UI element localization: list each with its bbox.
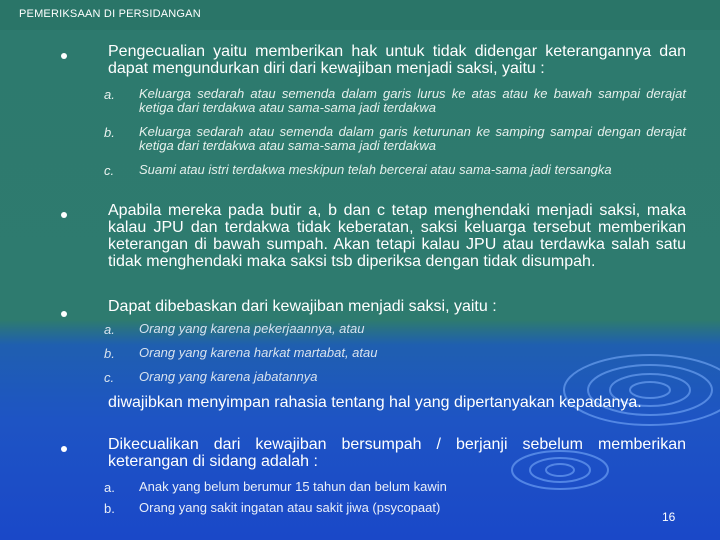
item-1-subitems bbox=[104, 87, 686, 193]
list-item bbox=[104, 501, 686, 522]
list-text: Keluarga sedarah atau semenda dalam garis keturunan ke samping sampai dengan derajat ketiga dari terdakwa atau sama-sama jadi terdakwa bbox=[139, 124, 686, 153]
item-4 bbox=[108, 436, 686, 470]
list-item bbox=[104, 163, 686, 193]
list-letter: a. bbox=[104, 87, 115, 102]
list-letter: b. bbox=[104, 125, 115, 140]
list-text: Suami atau istri terdakwa meskipun telah bercerai atau sama-sama jadi tersangka bbox=[139, 162, 612, 177]
list-letter: a. bbox=[104, 322, 115, 337]
list-letter: c. bbox=[104, 370, 115, 385]
list-item bbox=[104, 125, 686, 163]
item-4-text: Dikecualikan dari kewajiban bersumpah / berjanji sebelum memberikan keterangan di sidang adalah : bbox=[108, 436, 686, 470]
list-text: Orang yang karena jabatannya bbox=[139, 369, 318, 384]
bullet-4 bbox=[61, 446, 67, 452]
item-3-continuation bbox=[108, 394, 648, 411]
list-item bbox=[104, 370, 686, 394]
list-text: Anak yang belum berumur 15 tahun dan belum kawin bbox=[139, 479, 447, 494]
item-4-subitems bbox=[104, 480, 686, 522]
list-item bbox=[104, 87, 686, 125]
item-1 bbox=[108, 43, 686, 77]
slide-title: PEMERIKSAAN DI PERSIDANGAN bbox=[19, 8, 201, 20]
bullet-2 bbox=[61, 212, 67, 218]
page-number: 16 bbox=[662, 510, 676, 524]
item-3 bbox=[108, 298, 686, 315]
item-3-subitems bbox=[104, 322, 686, 394]
bullet-3 bbox=[61, 311, 67, 317]
item-1-text: Pengecualian yaitu memberikan hak untuk tidak didengar keterangannya dan dapat mengundurkan diri dari kewajiban menjadi saksi, yaitu : bbox=[108, 43, 686, 77]
list-item bbox=[104, 346, 686, 370]
list-text: Orang yang karena pekerjaannya, atau bbox=[139, 321, 365, 336]
item-2 bbox=[108, 202, 686, 270]
list-letter: b. bbox=[104, 346, 115, 361]
bullet-1 bbox=[61, 53, 67, 59]
list-item bbox=[104, 480, 686, 501]
list-text: Keluarga sedarah atau semenda dalam garis lurus ke atas atau ke bawah sampai derajat ketiga dari terdakwa atau sama-sama jadi terdakwa bbox=[139, 86, 686, 115]
list-letter: c. bbox=[104, 163, 115, 178]
list-letter: a. bbox=[104, 480, 115, 495]
item-3-text: Dapat dibebaskan dari kewajiban menjadi saksi, yaitu : bbox=[108, 298, 497, 315]
item-2-text: Apabila mereka pada butir a, b dan c tetap menghendaki menjadi saksi, maka kalau JPU dan terdakwa tidak keberatan, saksi keluarga tersebut memberikan keterangan di bawah sumpah. Akan tetapi kalau JPU atau terdawka salah satu tidak menghendaki maka saksi tsb diperiksa dengan tidak disumpah. bbox=[108, 202, 686, 270]
list-text: Orang yang karena harkat martabat, atau bbox=[139, 345, 378, 360]
item-3-continuation-text: diwajibkan menyimpan rahasia tentang hal yang dipertanyakan kepadanya. bbox=[108, 394, 642, 411]
list-text: Orang yang sakit ingatan atau sakit jiwa (psycopaat) bbox=[139, 500, 441, 515]
list-letter: b. bbox=[104, 501, 115, 516]
list-item bbox=[104, 322, 686, 346]
